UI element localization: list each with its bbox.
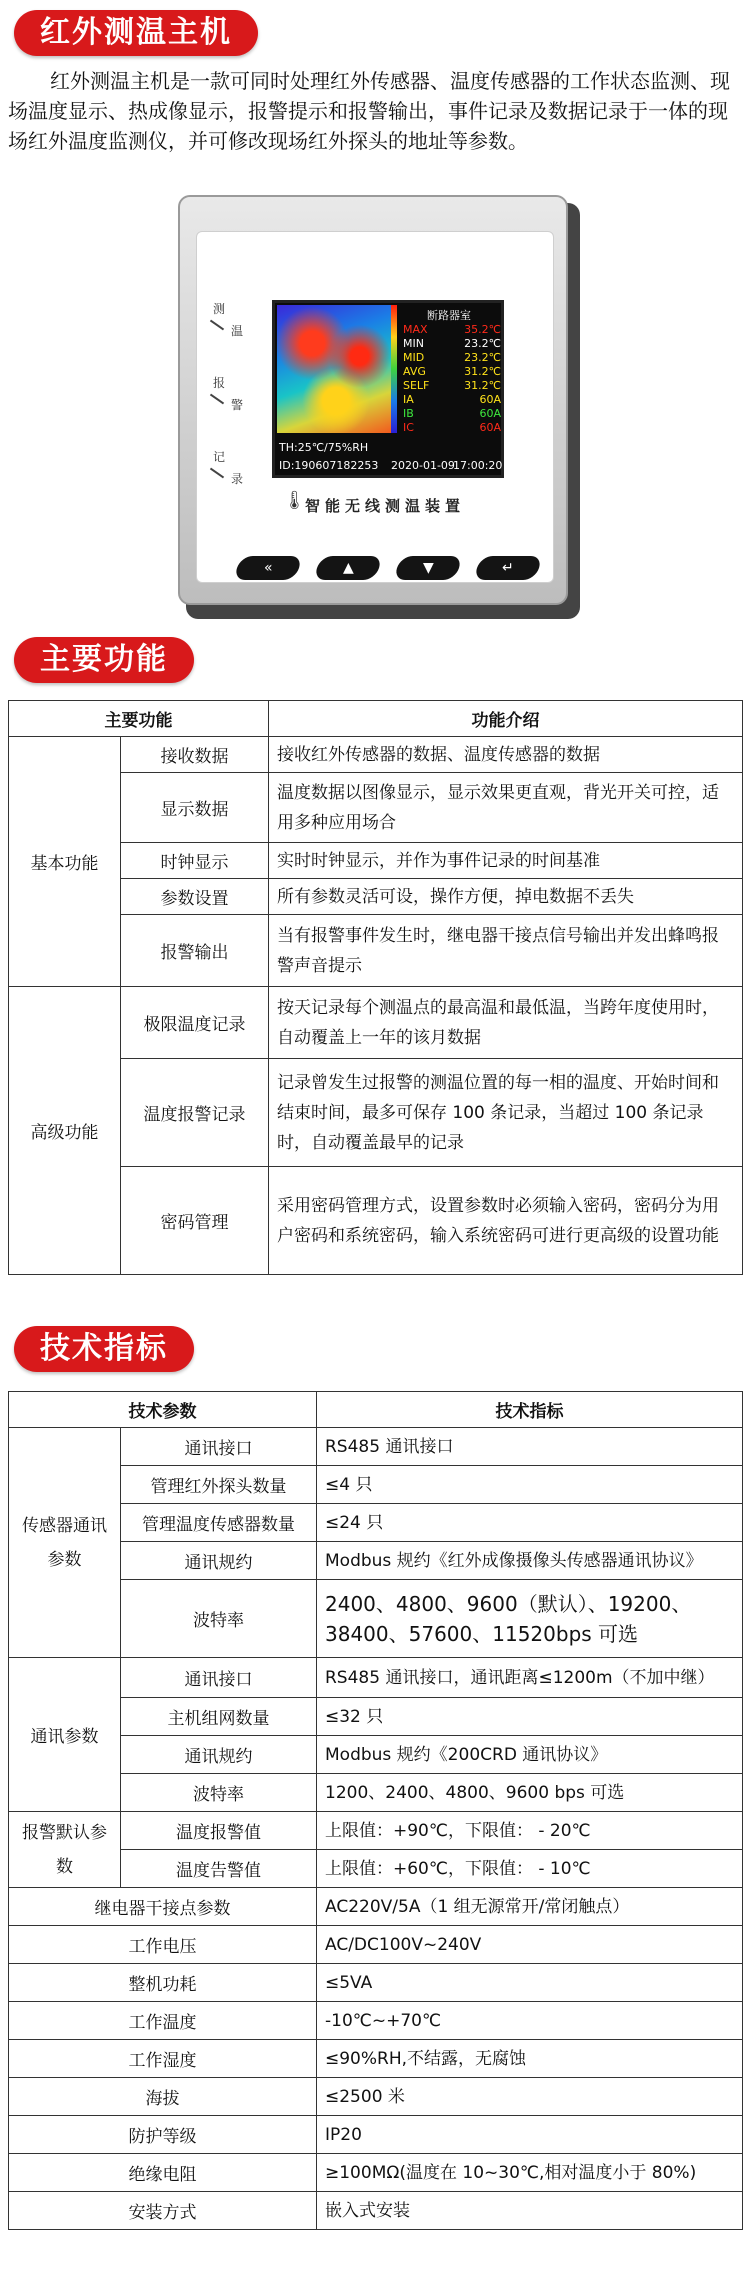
param-value: RS485 通讯接口 <box>317 1428 743 1466</box>
function-name: 接收数据 <box>121 737 269 773</box>
param-value: Modbus 规约《200CRD 通讯协议》 <box>317 1736 743 1774</box>
thermal-color-bar <box>391 305 397 433</box>
group-cell: 传感器通讯参数 <box>9 1428 121 1658</box>
param-name: 管理红外探头数量 <box>121 1466 317 1504</box>
param-value: ≤5VA <box>317 1964 743 2002</box>
param-value: 嵌入式安装 <box>317 2192 743 2230</box>
param-value: AC220V/5A（1 组无源常开/常闭触点） <box>317 1888 743 1926</box>
readout-value: 60A <box>479 421 501 434</box>
param-name: 通讯接口 <box>121 1658 317 1698</box>
function-name: 密码管理 <box>121 1167 269 1275</box>
side-label: 测 <box>213 302 226 316</box>
function-name: 温度报警记录 <box>121 1059 269 1167</box>
param-value: ≤32 只 <box>317 1698 743 1736</box>
readout-value: 23.2℃ <box>464 351 501 364</box>
readout-key: IC <box>403 421 414 434</box>
table-header: 功能介绍 <box>269 701 743 737</box>
section-title-host: 红外测温主机 <box>14 10 258 56</box>
table-header: 主要功能 <box>9 701 269 737</box>
param-value: 1200、2400、4800、9600 bps 可选 <box>317 1774 743 1812</box>
screen-id: ID:190607182253 <box>279 459 379 472</box>
param-value: 上限值：+60℃，下限值： - 10℃ <box>317 1850 743 1888</box>
group-cell: 高级功能 <box>9 987 121 1275</box>
readout-value: 60A <box>479 407 501 420</box>
param-value: RS485 通讯接口，通讯距离≤1200m（不加中继） <box>317 1658 743 1698</box>
param-value: ≤4 只 <box>317 1466 743 1504</box>
readout-value: 31.2℃ <box>464 365 501 378</box>
param-value: 上限值：+90℃，下限值： - 20℃ <box>317 1812 743 1850</box>
side-line <box>210 468 224 479</box>
readout-value: 60A <box>479 393 501 406</box>
param-value: Modbus 规约《红外成像摄像头传感器通讯协议》 <box>317 1542 743 1580</box>
device-image <box>178 195 568 605</box>
param-name: 工作湿度 <box>9 2040 317 2078</box>
param-name: 主机组网数量 <box>121 1698 317 1736</box>
param-name: 工作电压 <box>9 1926 317 1964</box>
param-name: 通讯规约 <box>121 1542 317 1580</box>
param-name: 温度报警值 <box>121 1812 317 1850</box>
param-value: -10℃~+70℃ <box>317 2002 743 2040</box>
device-screen <box>272 300 504 478</box>
function-desc: 所有参数灵活可设，操作方便，掉电数据不丢失 <box>269 879 743 915</box>
side-label: 报 <box>213 376 226 390</box>
screen-time: 17:00:20 <box>453 459 503 472</box>
param-value: ≤90%RH,不结露，无腐蚀 <box>317 2040 743 2078</box>
function-desc: 按天记录每个测温点的最高温和最低温，当跨年度使用时，自动覆盖上一年的该月数据 <box>269 987 743 1059</box>
down-key-icon: ▼ <box>393 556 463 580</box>
readout-key: AVG <box>403 365 426 378</box>
function-name: 参数设置 <box>121 879 269 915</box>
param-name: 波特率 <box>121 1774 317 1812</box>
readout-key: MAX <box>403 323 428 336</box>
thermometer-icon: 🌡 <box>283 490 306 511</box>
device-brand: 智能无线测温装置 <box>305 497 466 515</box>
readout-key: IA <box>403 393 414 406</box>
function-desc: 实时时钟显示，并作为事件记录的时间基准 <box>269 843 743 879</box>
param-value: ≥100MΩ(温度在 10~30℃,相对温度小于 80%) <box>317 2154 743 2192</box>
up-key-icon: ▲ <box>313 556 383 580</box>
param-name: 通讯接口 <box>121 1428 317 1466</box>
param-value: AC/DC100V~240V <box>317 1926 743 1964</box>
table-header: 技术参数 <box>9 1392 317 1428</box>
thermal-image <box>277 305 395 433</box>
param-name: 管理温度传感器数量 <box>121 1504 317 1542</box>
param-value: 2400、4800、9600（默认）、19200、38400、57600、11520bps 可选 <box>317 1580 743 1658</box>
side-label: 警 <box>231 398 244 412</box>
side-label: 录 <box>231 472 244 486</box>
back-key-icon: « <box>233 556 303 580</box>
functions-table <box>8 700 743 1275</box>
readout-key: MID <box>403 351 425 364</box>
param-name: 温度告警值 <box>121 1850 317 1888</box>
enter-key-icon: ↵ <box>473 556 543 580</box>
section-title-functions: 主要功能 <box>14 637 194 683</box>
param-value: ≤2500 米 <box>317 2078 743 2116</box>
screen-date: 2020-01-09 <box>391 459 455 472</box>
param-value: IP20 <box>317 2116 743 2154</box>
section-title-specs: 技术指标 <box>14 1326 194 1372</box>
side-line <box>210 320 224 331</box>
param-value: ≤24 只 <box>317 1504 743 1542</box>
function-name: 报警输出 <box>121 915 269 987</box>
function-desc: 温度数据以图像显示，显示效果更直观，背光开关可控，适用多种应用场合 <box>269 773 743 843</box>
side-line <box>210 394 224 405</box>
group-cell: 通讯参数 <box>9 1658 121 1812</box>
screen-title: 断路器室 <box>427 309 471 322</box>
readout-key: MIN <box>403 337 424 350</box>
param-name: 整机功耗 <box>9 1964 317 2002</box>
table-header: 技术指标 <box>317 1392 743 1428</box>
readout-value: 23.2℃ <box>464 337 501 350</box>
function-desc: 采用密码管理方式，设置参数时必须输入密码，密码分为用户密码和系统密码，输入系统密码可进行更高级的设置功能 <box>269 1167 743 1275</box>
readout-value: 31.2℃ <box>464 379 501 392</box>
function-desc: 记录曾发生过报警的测温位置的每一相的温度、开始时间和结束时间，最多可保存 100 条记录，当超过 100 条记录时，自动覆盖最早的记录 <box>269 1059 743 1167</box>
param-name: 绝缘电阻 <box>9 2154 317 2192</box>
function-name: 极限温度记录 <box>121 987 269 1059</box>
screen-th: TH:25℃/75%RH <box>279 441 369 454</box>
function-desc: 接收红外传感器的数据、温度传感器的数据 <box>269 737 743 773</box>
param-name: 工作温度 <box>9 2002 317 2040</box>
param-name: 继电器干接点参数 <box>9 1888 317 1926</box>
function-desc: 当有报警事件发生时，继电器干接点信号输出并发出蜂鸣报警声音提示 <box>269 915 743 987</box>
param-name: 安装方式 <box>9 2192 317 2230</box>
group-cell: 报警默认参数 <box>9 1812 121 1888</box>
intro-paragraph: 红外测温主机是一款可同时处理红外传感器、温度传感器的工作状态监测、现场温度显示、热成像显示，报警提示和报警输出，事件记录及数据记录于一体的现场红外温度监测仪，并可修改现场红外探头的地址等参数。 <box>8 69 730 153</box>
function-name: 时钟显示 <box>121 843 269 879</box>
readout-key: SELF <box>403 379 430 392</box>
readout-value: 35.2℃ <box>464 323 501 336</box>
param-name: 海拔 <box>9 2078 317 2116</box>
side-label: 温 <box>231 324 244 338</box>
group-cell: 基本功能 <box>9 737 121 987</box>
param-name: 波特率 <box>121 1580 317 1658</box>
param-name: 通讯规约 <box>121 1736 317 1774</box>
specs-table <box>8 1391 743 2230</box>
readout-key: IB <box>403 407 414 420</box>
param-name: 防护等级 <box>9 2116 317 2154</box>
function-name: 显示数据 <box>121 773 269 843</box>
side-label: 记 <box>213 450 226 464</box>
device-face <box>196 231 554 583</box>
